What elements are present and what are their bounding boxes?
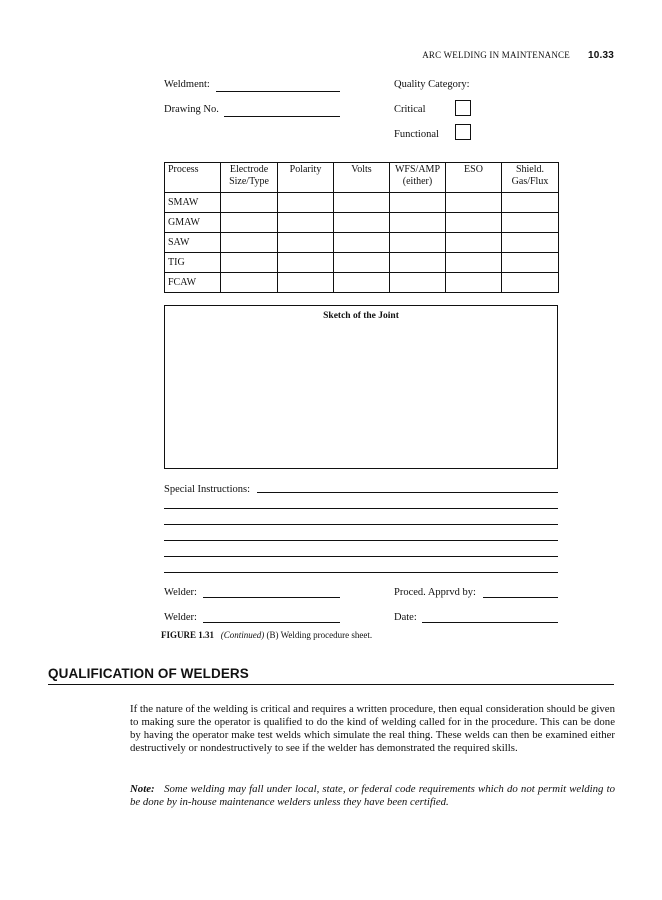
date-field[interactable] <box>422 622 558 623</box>
table-row <box>165 193 559 213</box>
table-cell[interactable] <box>221 213 278 233</box>
table-cell[interactable] <box>278 273 334 293</box>
header-volts: Volts <box>334 163 390 193</box>
table-cell[interactable] <box>390 273 446 293</box>
approved-by-field[interactable] <box>483 597 558 598</box>
table-cell[interactable] <box>446 193 502 213</box>
date-label: Date: <box>394 612 417 623</box>
special-instructions-line[interactable] <box>257 492 558 493</box>
table-cell[interactable] <box>502 213 559 233</box>
caption-continued: (Continued) <box>220 630 265 640</box>
table-row <box>165 273 559 293</box>
table-cell[interactable] <box>446 273 502 293</box>
functional-checkbox[interactable] <box>455 124 471 140</box>
figure-number: FIGURE 1.31 <box>161 630 215 640</box>
process-table <box>164 162 559 293</box>
weldment-field[interactable] <box>216 91 340 92</box>
running-head-title: ARC WELDING IN MAINTENANCE <box>422 50 570 60</box>
section-rule <box>48 684 614 685</box>
caption-text: (B) Welding procedure sheet. <box>266 630 373 640</box>
instructions-line[interactable] <box>164 508 558 509</box>
figure-caption <box>161 630 372 640</box>
table-cell[interactable] <box>221 233 278 253</box>
body-paragraph: If the nature of the welding is critical and requires a written procedure, then equal consideration should be given to making sure the operator is qualified to do the kind of welding called for in the procedure. This can be done by having the operator make test welds which simulate the real thing. These welds can then be examined either destructively or nondestructively to see if the welder has demonstrated the required skills. <box>130 703 615 754</box>
header-process: Process <box>165 163 221 193</box>
table-cell[interactable] <box>502 273 559 293</box>
note-label: Note: <box>130 783 155 795</box>
instructions-line[interactable] <box>164 540 558 541</box>
table-cell[interactable] <box>221 273 278 293</box>
process-tig: TIG <box>165 253 221 273</box>
welder-field-1[interactable] <box>203 597 340 598</box>
table-cell[interactable] <box>334 253 390 273</box>
table-cell[interactable] <box>334 273 390 293</box>
quality-category-label: Quality Category: <box>394 79 470 90</box>
table-row <box>165 213 559 233</box>
table-cell[interactable] <box>278 233 334 253</box>
table-row <box>165 233 559 253</box>
functional-label: Functional <box>394 129 439 140</box>
table-cell[interactable] <box>390 213 446 233</box>
instructions-line[interactable] <box>164 524 558 525</box>
welder-label-1: Welder: <box>164 587 197 598</box>
header-electrode: Electrode Size/Type <box>221 163 278 193</box>
table-cell[interactable] <box>446 253 502 273</box>
drawing-label: Drawing No. <box>164 104 219 115</box>
table-cell[interactable] <box>334 193 390 213</box>
table-cell[interactable] <box>334 213 390 233</box>
header-eso: ESO <box>446 163 502 193</box>
table-cell[interactable] <box>502 253 559 273</box>
note <box>130 783 615 809</box>
process-gmaw: GMAW <box>165 213 221 233</box>
table-cell[interactable] <box>278 253 334 273</box>
note-text: Some welding may fall under local, state, or federal code requirements which do not permit welding to be done by in-house maintenance welders unless they have been certified. <box>130 783 615 808</box>
table-row <box>165 253 559 273</box>
table-cell[interactable] <box>278 193 334 213</box>
sketch-box[interactable] <box>164 305 558 469</box>
process-saw: SAW <box>165 233 221 253</box>
table-cell[interactable] <box>390 253 446 273</box>
table-cell[interactable] <box>446 213 502 233</box>
weldment-label: Weldment: <box>164 79 210 90</box>
table-cell[interactable] <box>390 233 446 253</box>
welder-field-2[interactable] <box>203 622 340 623</box>
table-cell[interactable] <box>334 233 390 253</box>
table-cell[interactable] <box>390 193 446 213</box>
table-cell[interactable] <box>502 233 559 253</box>
drawing-field[interactable] <box>224 116 340 117</box>
header-wfs-amp: WFS/AMP (either) <box>390 163 446 193</box>
critical-checkbox[interactable] <box>455 100 471 116</box>
special-instructions-label: Special Instructions: <box>164 484 251 495</box>
instructions-line[interactable] <box>164 572 558 573</box>
process-smaw: SMAW <box>165 193 221 213</box>
table-cell[interactable] <box>221 193 278 213</box>
table-cell[interactable] <box>221 253 278 273</box>
table-header-row <box>165 163 559 193</box>
instructions-line[interactable] <box>164 556 558 557</box>
header-polarity: Polarity <box>278 163 334 193</box>
running-head <box>422 50 614 61</box>
section-title: QUALIFICATION OF WELDERS <box>48 666 249 681</box>
table-cell[interactable] <box>278 213 334 233</box>
approved-by-label: Proced. Apprvd by: <box>394 587 476 598</box>
header-shield-gas: Shield. Gas/Flux <box>502 163 559 193</box>
critical-label: Critical <box>394 104 426 115</box>
page-number: 10.33 <box>587 50 614 61</box>
table-cell[interactable] <box>502 193 559 213</box>
sketch-title: Sketch of the Joint <box>323 311 399 321</box>
welder-label-2: Welder: <box>164 612 197 623</box>
table-cell[interactable] <box>446 233 502 253</box>
process-fcaw: FCAW <box>165 273 221 293</box>
